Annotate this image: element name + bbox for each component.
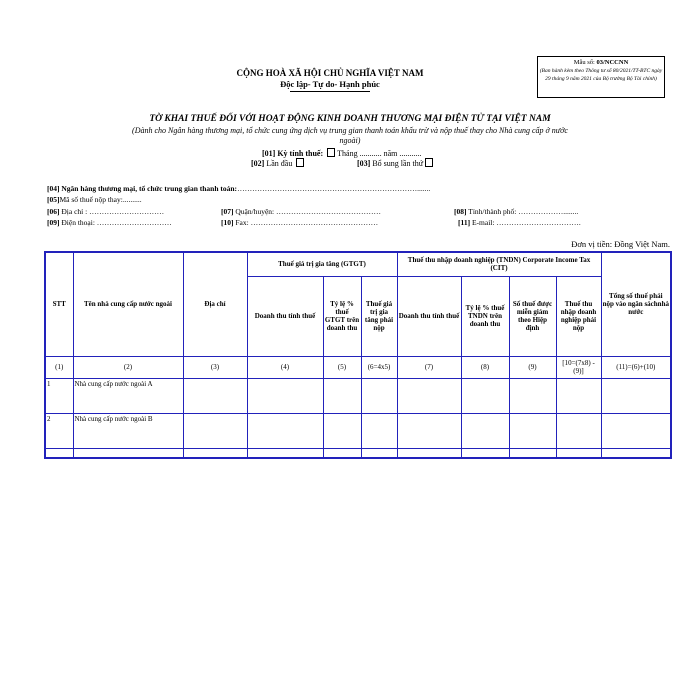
header-stt: STT [45, 252, 73, 356]
field-04-value[interactable]: ………………………………………………………………....... [237, 184, 431, 193]
col-number: (7) [397, 356, 461, 378]
field-06-code: [06] [47, 207, 60, 216]
first-time-code: [02] [251, 159, 265, 168]
national-motto: Độc lập- Tự do- Hạnh phúc [280, 79, 380, 89]
form-code: 03/NCCNN [596, 59, 629, 66]
field-05-value[interactable]: .......... [122, 195, 142, 204]
currency-unit: Đơn vị tiền: Đồng Việt Nam. [571, 239, 670, 249]
row-cell[interactable] [601, 448, 671, 458]
national-title: CỘNG HOÀ XÃ HỘI CHỦ NGHĨA VIỆT NAM [236, 68, 424, 78]
col-number: (1) [45, 356, 73, 378]
header-cit-payable: Thuế thu nhập doanh nghiệp phải nộp [556, 276, 601, 356]
row-stt: 2 [45, 413, 73, 448]
field-04-label: Ngân hàng thương mại, tổ chức trung gian thanh toán: [61, 184, 238, 193]
row-cell[interactable] [509, 413, 556, 448]
field-05-code: [05] [47, 195, 60, 204]
header-cit-rate: Tỷ lệ % thuế TNDN trên doanh thu [461, 276, 509, 356]
col-number: (8) [461, 356, 509, 378]
field-08-code: [08] [454, 207, 467, 216]
field-05-label: Mã số thuế nộp thay: [59, 195, 123, 204]
row-supplier-name[interactable] [73, 448, 183, 458]
supplement [357, 158, 435, 168]
header-total: Tổng số thuế phải nộp vào ngân sáchnhà nước [601, 252, 671, 356]
period-checkbox[interactable] [327, 148, 335, 157]
row-address-cell[interactable] [183, 413, 247, 448]
field-06 [47, 207, 164, 216]
row-stt [45, 448, 73, 458]
field-09-value[interactable]: ………………………… [96, 218, 172, 227]
motto-underline [290, 91, 370, 92]
field-10-value[interactable]: …………………………………………… [250, 218, 379, 227]
header-supplier: Tên nhà cung cấp nước ngoài [73, 252, 183, 356]
row-supplier-name[interactable]: Nhà cung cấp nước ngoài B [73, 413, 183, 448]
row-cell[interactable] [361, 448, 397, 458]
col-number: (4) [247, 356, 323, 378]
col-number: [10=(7x8) -(9)] [556, 356, 601, 378]
field-08-value[interactable]: ………………........ [518, 207, 579, 216]
tax-table [44, 251, 672, 459]
first-time-checkbox[interactable] [296, 158, 304, 167]
table-row [45, 413, 671, 448]
field-07-code: [07] [221, 207, 234, 216]
field-11-label: E-mail: [471, 218, 495, 227]
row-cell[interactable] [247, 378, 323, 413]
row-cell[interactable] [556, 378, 601, 413]
header-vat-amount: Thuế giá trị gia tăng phải nộp [361, 276, 397, 356]
row-supplier-name[interactable]: Nhà cung cấp nước ngoài A [73, 378, 183, 413]
col-number: (2) [73, 356, 183, 378]
field-04-code: [04] [47, 184, 60, 193]
col-number: (9) [509, 356, 556, 378]
field-09-code: [09] [47, 218, 60, 227]
supplement-label: Bổ sung lần thứ [372, 159, 424, 168]
supplement-checkbox[interactable] [425, 158, 433, 167]
field-11-code: [11] [458, 218, 471, 227]
col-number: (6=4x5) [361, 356, 397, 378]
row-cell[interactable] [361, 413, 397, 448]
period-text: Tháng ........... năm ........... [337, 149, 422, 158]
row-cell[interactable] [461, 378, 509, 413]
row-cell[interactable] [361, 378, 397, 413]
row-cell[interactable] [397, 413, 461, 448]
header-cit-exempt: Số thuế được miễn giảm theo Hiệp định [509, 276, 556, 356]
form-note: (Ban hành kèm theo Thông tư số 80/2021/TT-BTC ngày 29 tháng 9 năm 2021 của Bộ trưởng Bộ Tài chính) [539, 68, 663, 82]
supplement-code: [03] [357, 159, 371, 168]
field-06-value[interactable]: ………………………… [89, 207, 165, 216]
row-cell[interactable] [323, 448, 361, 458]
header-cit-group: Thuế thu nhập doanh nghiệp (TNDN) Corporate Income Tax (CIT) [397, 252, 601, 276]
field-04 [47, 184, 430, 193]
table-row [45, 448, 671, 458]
row-cell[interactable] [601, 378, 671, 413]
field-09 [47, 218, 172, 227]
field-10-label: Fax: [235, 218, 249, 227]
row-cell[interactable] [556, 413, 601, 448]
field-08 [454, 207, 578, 216]
field-10 [221, 218, 378, 227]
row-cell[interactable] [397, 378, 461, 413]
form-code-prefix: Mẫu số: [573, 59, 597, 66]
header-cit-revenue: Doanh thu tính thuế [397, 276, 461, 356]
row-cell[interactable] [323, 378, 361, 413]
field-07-value[interactable]: …………………………………… [276, 207, 381, 216]
field-07-label: Quận/huyện: [235, 207, 275, 216]
field-11-value[interactable]: ……………………………. [496, 218, 581, 227]
row-cell[interactable] [247, 413, 323, 448]
row-cell[interactable] [509, 448, 556, 458]
col-number: (11)=(6)+(10) [601, 356, 671, 378]
field-06-label: Địa chỉ : [61, 207, 88, 216]
field-10-code: [10] [221, 218, 234, 227]
period-code: [01] [262, 149, 276, 158]
row-cell[interactable] [397, 448, 461, 458]
first-time-label: Lần đầu [266, 159, 293, 168]
col-number: (5) [323, 356, 361, 378]
tax-period [262, 148, 421, 158]
field-07 [221, 207, 381, 216]
row-cell[interactable] [461, 413, 509, 448]
row-cell[interactable] [509, 378, 556, 413]
col-number: (3) [183, 356, 247, 378]
row-stt: 1 [45, 378, 73, 413]
field-08-label: Tỉnh/thành phố: [468, 207, 517, 216]
row-cell[interactable] [461, 448, 509, 458]
field-09-label: Điện thoại: [61, 218, 95, 227]
row-cell[interactable] [601, 413, 671, 448]
field-05 [47, 195, 142, 204]
page-subtitle: (Dành cho Ngân hàng thương mại, tổ chức cung ứng dịch vụ trung gian thanh toán khấu trừ và nộp thuế thay cho Nhà cung cấp ở nước ngoài) [132, 126, 568, 145]
header-address: Địa chỉ [183, 252, 247, 356]
page-title: TỜ KHAI THUẾ ĐỐI VỚI HOẠT ĐỘNG KINH DOANH THƯƠNG MẠI ĐIỆN TỬ TẠI VIỆT NAM [149, 114, 551, 124]
field-11 [458, 218, 581, 227]
row-address-cell[interactable] [183, 448, 247, 458]
row-address-cell[interactable] [183, 378, 247, 413]
period-label: Kỳ tính thuế: [277, 149, 324, 158]
row-cell[interactable] [247, 448, 323, 458]
header-vat-rate: Tỷ lệ % thuế GTGT trên doanh thu [323, 276, 361, 356]
row-cell[interactable] [323, 413, 361, 448]
table-row [45, 378, 671, 413]
header-vat-group: Thuế giá trị gia tăng (GTGT) [247, 252, 397, 276]
header-vat-revenue: Doanh thu tính thuế [247, 276, 323, 356]
first-time [251, 158, 306, 168]
form-code-box [537, 56, 665, 98]
row-cell[interactable] [556, 448, 601, 458]
